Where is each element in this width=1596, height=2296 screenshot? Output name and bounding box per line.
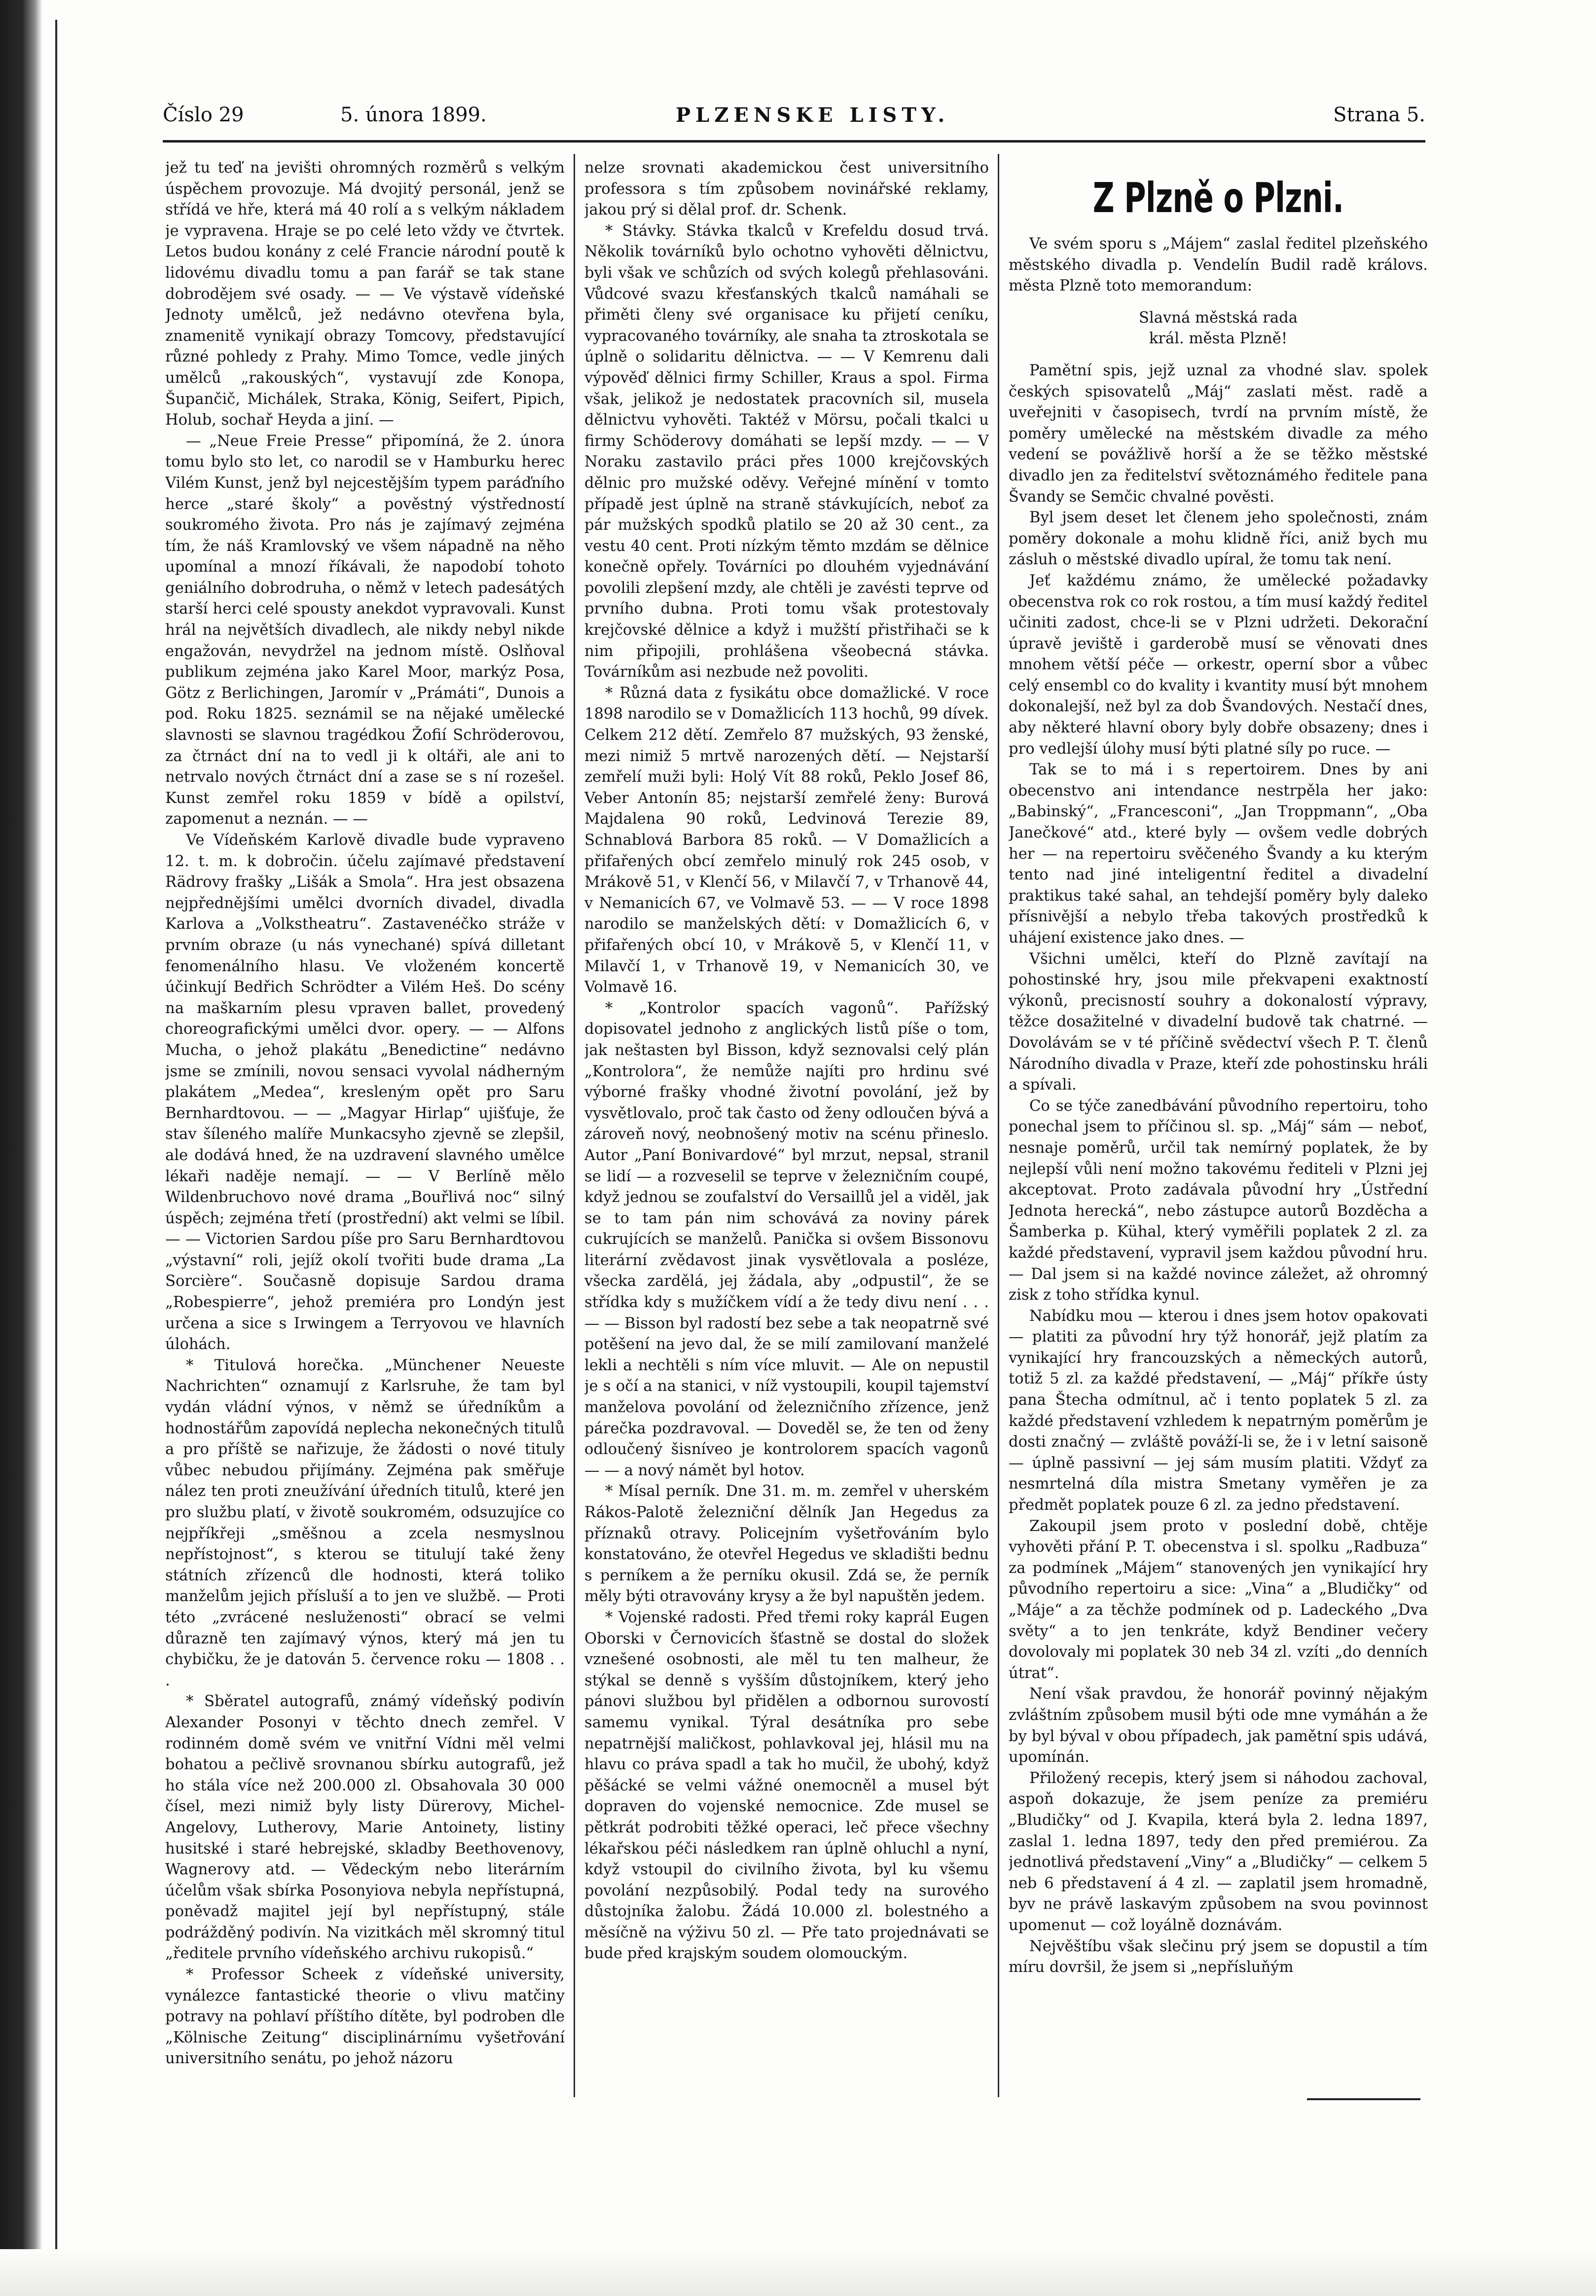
- article-paragraph: * Titulová horečka. „Münchener Neueste Nachrichten“ oznamují z Karlsruhe, že tam byl vydán vládní výnos, v němž se úředníkům a hodnostářům zapovídá neplecha nekonečných titulů a pro příště se nařizuje, že žádosti o nové tituly vůbec nebudou přijímány. Zejména pak směřuje nález ten proti zneužívání úředních titulů, které jen pro službu platí, v životě soukromém, odsuzujíce co nejpříkřeji „směšnou a zcela nesmyslnou nepřístojnost“, s kterou se titulují také ženy státních zřízenců dle hodnosti, která toliko manželům jejich přísluší a to jen ve službě. — Proti této „zvrácené nesluženosti“ obrací se velmi důrazně ten zajímavý výnos, který má jen tu chybičku, že je datován 5. července roku — 1808 . . .: [165, 1356, 565, 1689]
- issue-date: 5. února 1899.: [340, 104, 487, 126]
- column-divider: [998, 154, 999, 2097]
- memo-line: král. města Plzně!: [1149, 330, 1288, 348]
- article-paragraph: Přiložený recepis, který jsem si náhodou zachoval, aspoň dokazuje, že jsem peníze za premiéru „Bludičky“ od J. Kvapila, která byla 2. ledna 1897, zaslal 1. ledna 1897, tedy den před premiérou. Za jednotlivá představení „Viny“ a „Bludičky“ — celkem 5 neb 6 představení á 4 zl. — zaplatil jsem hromadně, byv ne právě laskavým způsobem na svou povinnost upomenut — což loyálně doznávám.: [1009, 1769, 1428, 1934]
- header-rule: [163, 140, 1425, 143]
- article-paragraph: * Mísal perník. Dne 31. m. m. zemřel v uherském Rákos-Palotě železniční dělník Jan Hegedus za příznaků otravy. Policejním vyšetřováním bylo konstatováno, že otevřel Hegedus ve skladišti bednu s perníkem a že perníku okusil. Zdá se, že perník měly býti otravovány krysy a že byl napuštěn jedem.: [584, 1483, 989, 1605]
- article-paragraph: Nejvěštíbu však slečinu prý jsem se dopustil a tím míru dovršil, že jsem si „nepřísluňým: [1009, 1937, 1428, 1976]
- article-paragraph: Zakoupil jsem proto v poslední době, chtěje vyhověti přání P. T. obecenstva i sl. spolku „Radbuza“ za podmínek „Májem“ stanovených jen vynikající hry původního repertoiru a sice: „Vina“ a „Bludičky“ od „Máje“ a za těchže podmínek od p. Ladeckého „Dva světy“ a to jen tenkráte, když Bendiner večery dovolovaly mi poplatek 30 neb 34 zl. vzíti „do denních útrat“.: [1009, 1517, 1428, 1682]
- section-title: Z Plzně o Plzni.: [1092, 174, 1344, 222]
- article-paragraph: * Professor Scheek z vídeňské university, vynálezce fantastické theorie o vlivu matčiny potravy na pohlaví příštího dítěte, byl podroben dle „Kölnische Zeitung“ disciplinárnímu vyšetřování universitního senátu, po jehož názoru: [165, 1966, 565, 2068]
- continuation-rule: [1307, 2098, 1420, 2100]
- article-intro: Ve svém sporu s „Májem“ zaslal ředitel plzeňského městského divadla p. Vendelín Budil radě královs. města Plzně toto memorandum:: [1009, 235, 1428, 295]
- page-number: Strana 5.: [1333, 104, 1425, 126]
- article-paragraph: jež tu teď na jevišti ohromných rozměrů s velkým úspěchem provozuje. Má dvojitý personál, jenž se střídá ve hře, která má 40 rolí a s velkým nákladem je vypravena. Hraje se po celé leto vždy ve čtvrtek. Letos budou konány z celé Francie národní poutě k lidovému divadlu tomu a pan farář se tak stane dobrodějem své osady. — — Ve výstavě vídeňské Jednoty umělců, jež nedávno otevřena byla, znamenitě vynikají obrazy Tomcovy, představující různé pohledy z Prahy. Mimo Tomce, vedle jiných umělců „rakouských“, vystavují zde Konopa, Šupančič, Michálek, Straka, König, Seifert, Pipich, Holub, sochař Heyda a jiní. —: [165, 159, 565, 429]
- binding-line: [55, 20, 57, 2269]
- article-paragraph: Ve Vídeňském Karlově divadle bude vypraveno 12. t. m. k dobročin. účelu zajímavé představení Rädrovy frašky „Lišák a Smola“. Hra jest obsazena nejpřednějšími umělci dvorních divadel, divadla Karlova a „Volkstheatru“. Zastavenéčko stráže v prvním obraze (u nás vynechané) spívá dilletant fenomenálního hlasu. Ve vloženém koncertě účinkují Bedřich Schrödter a Vilém Heš. Do scény na maškarním plesu vpraven ballet, provedený choreografickými umělci dvor. opery. — — Alfons Mucha, o jehož plakátu „Benedictine“ nedávno jsme se zmínili, novou sensaci vyvolal nádherným plakátem „Medea“, kresleným opět pro Saru Bernhardtovou. — — „Magyar Hirlap“ ujišťuje, že stav šíleného malíře Munkacsyho zjevně se zlepšil, ale dodává hned, že na uzdravení slavného umělce lékaři naděje nemají. — — V Berlíně mělo Wildenbruchovo nové drama „Bouřlivá noc“ silný úspěch; zejména třetí (prostřední) akt velmi se líbil. — — Victorien Sardou píše pro Saru Bernhardtovou „výstavní“ roli, jejíž okolí tvořiti bude drama „La Sorcière“. Současně dopisuje Sardou drama „Robespierre“, jehož premiéra pro Londýn jest určena a sice s Irwingem a Terryovou ve hlavních úlohách.: [165, 832, 565, 1353]
- page-header: [163, 104, 1425, 133]
- article-paragraph: * Různá data z fysikátu obce domažlické. V roce 1898 narodilo se v Domažlicích 113 hochů, 99 dívek. Celkem 212 dětí. Zemřelo 87 mužských, 93 ženské, mezi nimiž 5 mrtvě narozených dětí. — Nejstarší zemřelí muži byli: Holý Vít 88 roků, Peklo Josef 86, Veber Antonín 85; nejstarší zemřelé ženy: Burová Majdalena 90 roků, Ledvinová Terezie 89, Schnablová Barbora 85 roků. — V Domažlicích a přifařených obcí zemřelo minulý rok 245 osob, v Mrákově 51, v Klenčí 56, v Milavčí 7, v Trhanově 44, v Nemanicích 67, ve Volmavě 53. — — V roce 1898 narodilo se manželských dětí: v Domažlicích 6, v přifařených obcí 10, v Mrákově 5, v Klenčí 11, v Milavčí 1, v Trhanově 19, v Nemanicích 30, ve Volmavě 16.: [584, 684, 989, 996]
- memo-salutation: [1009, 308, 1428, 350]
- article-paragraph: nelze srovnati akademickou čest universitního professora s tím způsobem novinářské reklamy, jakou prý si dělal prof. dr. Schenk.: [584, 159, 989, 219]
- article-paragraph: * Sběratel autografů, známý vídeňský podivín Alexander Posonyi v těchto dnech zemřel. V rodinném domě svém ve vnitřní Vídni měl velmi bohatou a pečlivě srovnanou sbírku autografů, jež ho stála více než 200.000 zl. Obsahovala 30 000 čísel, mezi nimiž byly listy Dürerovy, Michel-Angelovy, Lutherovy, Marie Antoinety, listiny husitské i staré hebrejské, skladby Beethovenovy, Wagnerovy atd. — Vědeckým nebo literárním účelům však sbírka Posonyiova nebyla nepřístupná, poněvadž majitel její byl nepřístupný, stále podrážděný podivín. Na vizitkách měl skromný titul „ředitele prvního vídeňského archivu rukopisů.“: [165, 1693, 565, 1963]
- article-paragraph: Tak se to má i s repertoirem. Dnes by ani obecenstvo ani intendance nestrpěla her jako: „Babinský“, „Francesconi“, „Jan Troppmann“, „Oba Janečkové“ atd., které byly — ovšem vedle dobrých her — na repertoiru svěčeného Švandy a ku kterým tento nad jiné inteligentní ředitel a divadelní praktikus také sahal, an tehdejší poměry byly daleko přísnivější a nebylo třeba takových prostředků k uhájení existence jako dnes. —: [1009, 761, 1428, 947]
- newspaper-title: PLZENSKE LISTY.: [676, 104, 950, 127]
- article-paragraph: — „Neue Freie Presse“ připomíná, že 2. února tomu bylo sto let, co narodil se v Hamburku herec Vilém Kunst, jenž byl nejcestějším typem paráďního herce „staré školy“ a pověstný výstředností soukromého života. Pro nás je zajímavý zejména tím, že náš Kramlovský ve všem nápadně na něho upomínal a mnozí říkávali, že napodobí tohoto geniálního dobrodruha, o němž v letech padesátých starší herci celé spousty anekdot vypravovali. Kunst hrál na největších divadlech, ale nikdy nebyl nikde engažován, nevydržel na jednom místě. Oslňoval publikum zejména jako Karel Moor, markýz Posa, Götz z Berlichingen, Jaromír v „Prámáti“, Dunois a pod. Roku 1825. seznámil se na nějaké umělecké slavnosti se slavnou tragédkou Žofií Schröderovou, za čtrnáct dní na to vedl ji k oltáři, ale ani to netrvalo nových čtrnáct dní a zase se s ní rozešel. Kunst zemřel roku 1859 v bídě a opilství, zapomenut a neznán. — —: [165, 432, 565, 828]
- article-paragraph: Všichni umělci, kteří do Plzně zavítají na pohostinské hry, jsou mile překvapeni exaktností výkonů, precisností souhry a dokonalostí výpravy, těžce dosažitelné v divadelní budově tak chatrné. — Dovolávám se v té příčině svědectví všech P. T. členů Národního divadla v Praze, kteří zde pohostinsku hráli a spívali.: [1009, 950, 1428, 1094]
- page-bottom-margin: [0, 2249, 1596, 2296]
- article-paragraph: Pamětní spis, jejž uznal za vhodné slav. spolek českých spisovatelů „Máj“ zaslati měst. radě a uveřejniti v časopisech, tvrdí na prvním místě, že poměry umělecké na městském divadle za mého vedení se povážlivě horší a že se těžko městské divadlo jen za ředitelství světoznámého ředitele pana Švandy se Semčic chvalné pověsti.: [1009, 362, 1428, 506]
- article-paragraph: * Vojenské radosti. Před třemi roky kaprál Eugen Oborski v Černovicích šťastně se dostal do složek vznešené osobnosti, ale měl tu ten malheur, že stýkal se denně s vyšším důstojníkem, který jeho pánovi službou byl přidělen a odbornou surovostí samemu vynikal. Týral desátníka pro sebe nepatrnější maličkost, pohlavkoval jej, hlásil mu na hlavu co práva spadl a tak ho mučil, že ubohý, když pěšácké se velmi vážné onemocněl a musel být dopraven do vojenské nemocnice. Zde musel se pětkrát podrobiti těžké operaci, leč přece všechny lékařskou péči následkem ran úplně ohluchl a nyní, když vstoupil do civilního života, byl ku všemu povolání nezpůsobilý. Podal tedy na surového důstojníka žalobu. Žádá 10.000 zl. bolestného a měsíčně na výživu 50 zl. — Pře tato projednávati se bude před krajským soudem olomouckým.: [584, 1608, 989, 1963]
- column-1: [165, 158, 565, 2091]
- column-divider: [574, 154, 575, 2097]
- article-paragraph: * Stávky. Stávka tkalců v Krefeldu dosud trvá. Několik továrníků bylo ochotno vyhověti dělnictvu, byli však ve schůzích od svých kolegů přehlasováni. Vůdcové svazu křesťanských tkalců namáhali se přiměti členy své organisace ku přijetí ceníku, vypracovaného továrníky, ale snaha ta ztroskotala se úplně o solidaritu dělnictva. — — V Kemrenu dali výpověď dělnici firmy Schiller, Kraus a spol. Firma však, jelikož je nedostatek pracovních sil, musela dělnictvu vyhověti. Taktéž v Mörsu, počali tkalci u firmy Schöderovy domáhati se lepší mzdy. — — V Noraku zastavilo práci přes 1000 krejčovských dělnic pro mužské oděvy. Veřejné mínění v tomto případě jest úplně na straně stávkujících, neboť za pár mužských spodků platilo se 20 až 30 cent., za vestu 40 cent. Proti nízkým těmto mzdám se dělnice konečně opřely. Továrníci po dlouhém vyjednávání povolili zlepšení mzdy, ale chtěli je zavésti teprve od prvního dubna. Proti tomu však protestovaly krejčovské dělnice a když i mužští přistřihači se k nim připojili, prohlášena všeobecná stávka. Továrníkům asi nezbude než povoliti.: [584, 222, 989, 681]
- column-3: [1009, 158, 1428, 2091]
- binding-edge: [0, 0, 42, 2296]
- article-paragraph: * „Kontrolor spacích vagonů“. Pařížský dopisovatel jednoho z anglických listů píše o tom, jak neštasten byl Bisson, když seznovalsi celý plán „Kontrolora“, že nemůže najíti pro hrdinu své výborné frašky vhodné životní povolání, jež by vysvětlovalo, proč tak často od ženy odloučen bývá a zároveň nový, neobnošený motiv na scénu přineslo. Autor „Paní Bonivardové“ byl mrzut, nepsal, stranil se lidí — a rozveselil se teprve v železničním coupé, když jednou se zoufalství do Versaillů jel a viděl, jak se to tam pán nim schovává za noviny párek cukrujících se manželů. Panička si ovšem Bissonovu literární zvědavost jinak vysvětlovala a posléze, všecka zardělá, jej žádala, aby „odpustil“, že se střídka kdy s mužíčkem vídí a že tedy divu není . . . — — Bisson byl radostí bez sebe a tak neopatrně své potěšení na jevo dal, že se milí zamilovaní manželé lekli a nechtěli s ním více mluvit. — Ale on nepustil je s očí a na stanici, v níž vystoupili, koupil tajemství manželova povolání od železničního zřízence, jenž párečka pozdravoval. — Doveděl se, že ten od ženy odloučený šisníveo je kontrolorem spacích vagonů — — a nový námět byl hotov.: [584, 999, 989, 1479]
- article-paragraph: Nabídku mou — kterou i dnes jsem hotov opakovati — platiti za původní hry týž honorář, jejž platím za vynikající hry francouzských a německých autorů, totiž 5 zl. za každé představení, — „Máj“ příkře ústy pana Štecha odmítnul, ač i tento poplatek 5 zl. za každé představení vzhledem k nepatrným poměrům je dosti značný — zvláště pováží-li se, že i v letní saisoně — úplně passivní — jej sám musím platiti. Vždyť za nesmrtelná díla mistra Smetany vyměřen je za předmět poplatek pouze 6 zl. za jedno představení.: [1009, 1307, 1428, 1514]
- article-paragraph: Jeť každému známo, že umělecké požadavky obecenstva rok co rok rostou, a tím musí každý ředitel učiniti zadost, chce-li se v Plzni udržeti. Dekorační úpravě jeviště i garderobě musí se věnovati dnes mnohem větší péče — orkestr, operní sbor a vůbec celý ensembl co do kvality i kvantity musí být mnohem dokonalejší, než byl za dob Švandových. Nestačí dnes, aby některé hlavní obory byly dobře obsazeny; dnes i pro vedlejší úlohy musí býti platné síly po ruce. —: [1009, 572, 1428, 758]
- article-paragraph: Byl jsem deset let členem jeho společnosti, znám poměry dokonale a mohu klidně říci, aniž bych mu zásluh o městské divadlo upíral, že tomu tak není.: [1009, 509, 1428, 569]
- column-2: [584, 158, 989, 2091]
- issue-number: Číslo 29: [163, 104, 244, 126]
- article-paragraph: Co se týče zanedbávání původního repertoiru, toho ponechal jsem to příčinou sl. sp. „Máj“ sám — neboť, nesnaje poměrů, určil tak nemírný poplatek, že by nejlepší vůli není možno takovému řediteli v Plzni jej akceptovat. Proto zadávala původní hry „Ústřední Jednota herecká“, nebo zástupce autorů Bozděcha a Šamberka p. Kühal, který vyměřili poplatek 2 zl. za každé představení, vypravil jsem každou původní hru. — Dal jsem si na každé novince záležet, až ohromný zisk z toho střídka kynul.: [1009, 1097, 1428, 1304]
- memo-line: Slavná městská rada: [1139, 309, 1298, 327]
- article-paragraph: Není však pravdou, že honorář povinný nějakým zvláštním způsobem musil býti ode mne vymáhán a že by byl býval v obou případech, jak pamětní spis udává, upomínán.: [1009, 1685, 1428, 1766]
